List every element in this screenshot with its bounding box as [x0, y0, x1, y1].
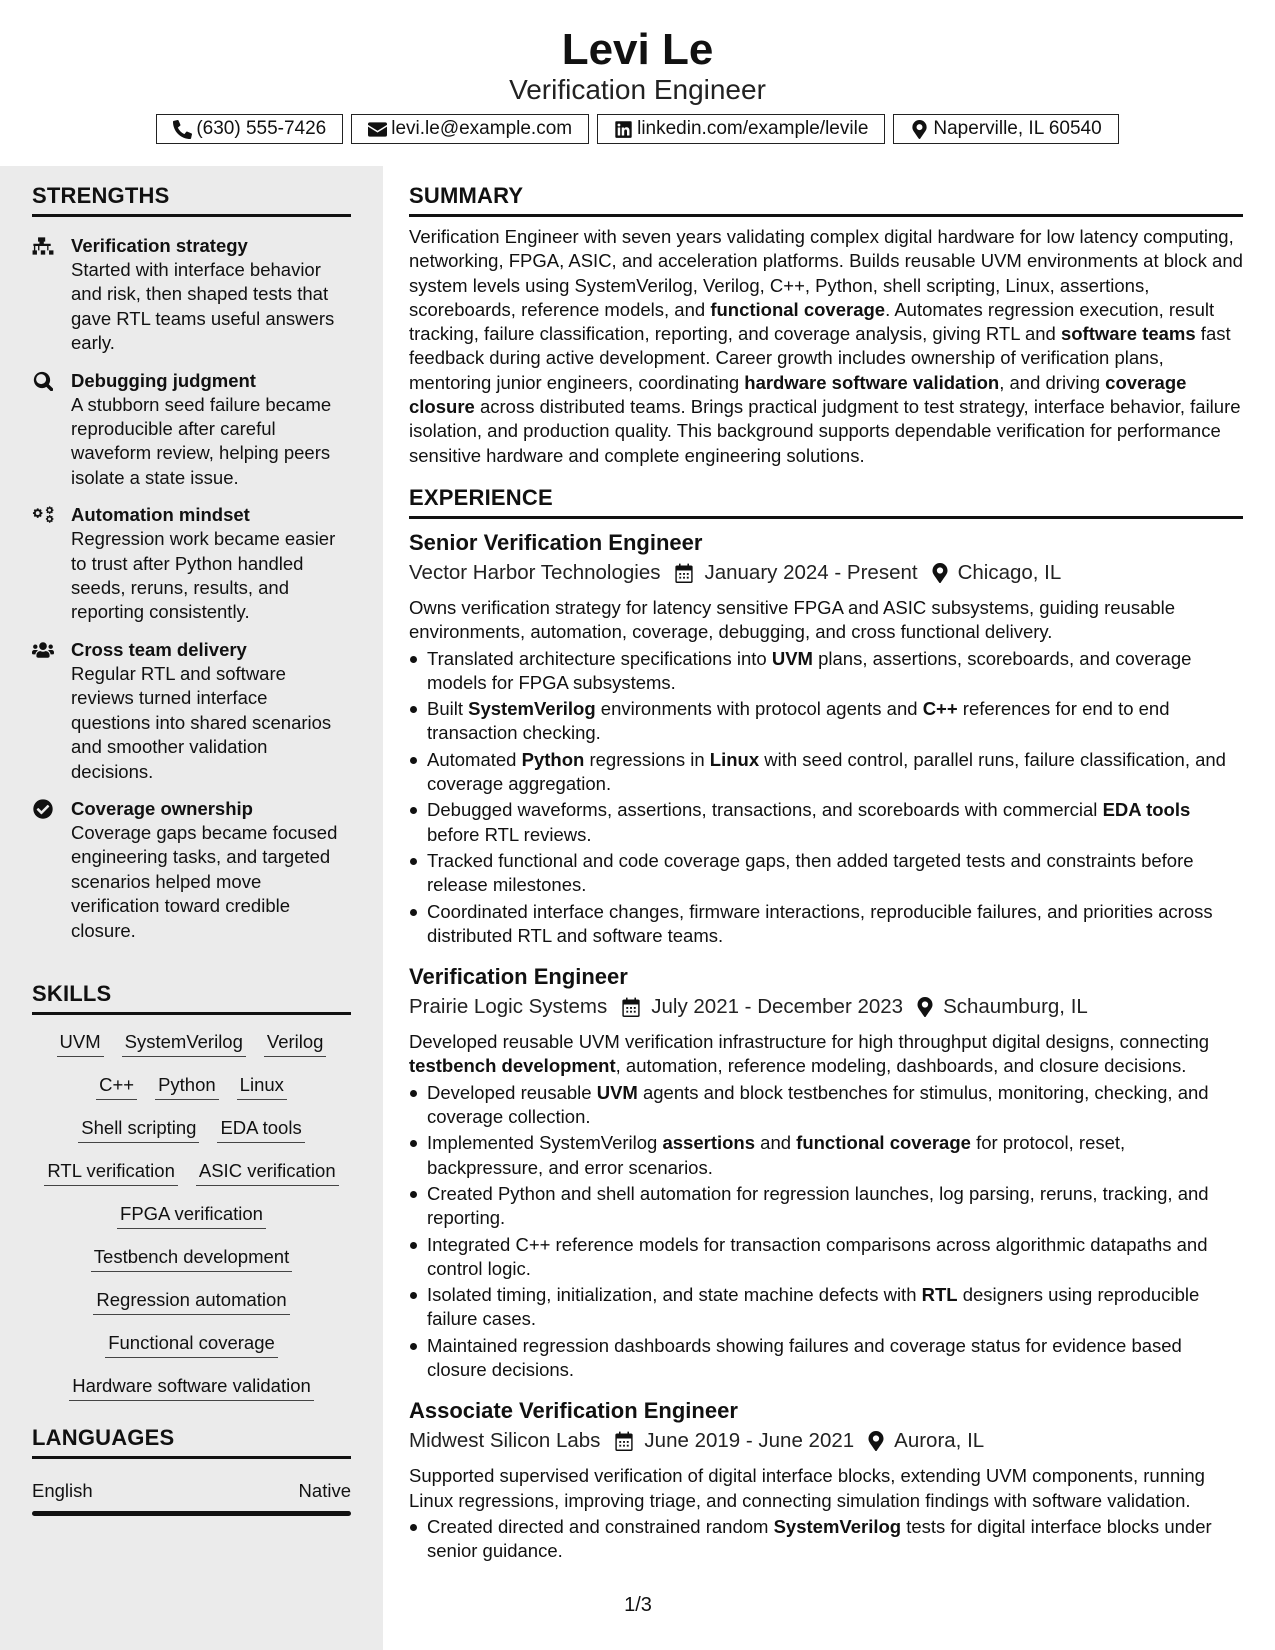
contact-location-text: Naperville, IL 60540 — [933, 118, 1102, 139]
strength-text: Regular RTL and software reviews turned interface questions into shared scenarios and smoother validation decisions. — [71, 662, 332, 782]
skill-chip: Linux — [237, 1073, 287, 1100]
skill-chip: Hardware software validation — [69, 1374, 314, 1401]
job-dates: January 2024 - Present — [704, 561, 918, 584]
language-row — [32, 1479, 351, 1503]
strength-item — [32, 796, 351, 943]
strengths-section — [32, 182, 351, 943]
language-level-bar — [32, 1511, 351, 1516]
calendar-icon — [674, 563, 694, 583]
map-pin-icon — [910, 120, 929, 139]
section-divider — [409, 214, 1243, 217]
strength-item — [32, 502, 351, 625]
job-location: Schaumburg, IL — [943, 995, 1088, 1019]
phone-icon — [173, 120, 192, 139]
job-bullet: Coordinated interface changes, firmware interactions, reproducible failures, and priorities across distributed RTL and software teams. — [409, 900, 1243, 949]
emphasis: RTL — [921, 1284, 958, 1306]
emphasis: UVM — [596, 1081, 638, 1103]
skill-chip: ASIC verification — [196, 1159, 339, 1186]
skill-chip: Python — [155, 1073, 219, 1100]
linkedin-icon — [614, 120, 633, 139]
job-bullet: Translated architecture specifications into UVM plans, assertions, scoreboards, and coverage models for FPGA subsystems. — [409, 647, 1243, 696]
job-company: Midwest Silicon Labs — [409, 1429, 601, 1453]
emphasis: coverage closure — [409, 371, 1187, 418]
skill-chip: Functional coverage — [105, 1331, 278, 1358]
job-bullet: Maintained regression dashboards showing failures and coverage status for evidence based closure decisions. — [409, 1334, 1243, 1383]
strength-title: Debugging judgment — [71, 369, 256, 391]
candidate-name: Levi Le — [561, 25, 714, 74]
language-level: Native — [298, 1480, 351, 1501]
candidate-title: Verification Engineer — [509, 74, 766, 105]
skill-chip: UVM — [57, 1030, 104, 1057]
section-divider — [32, 1456, 351, 1459]
experience-section — [409, 484, 1243, 1564]
strengths-heading: STRENGTHS — [32, 183, 170, 208]
job-title: Verification Engineer — [409, 964, 628, 990]
job-description: Supported supervised verification of digital interface blocks, extending UVM components, running Linux regressions, improving triage, and connecting simulation findings with software validation. — [409, 1465, 1205, 1511]
check-circle-icon — [32, 799, 56, 819]
search-icon — [32, 371, 56, 391]
skill-chip: C++ — [96, 1073, 137, 1100]
job-company: Vector Harbor Technologies — [409, 561, 661, 584]
contact-email[interactable] — [351, 114, 589, 144]
job-meta — [409, 992, 1243, 1022]
experience-heading: EXPERIENCE — [409, 485, 553, 510]
skills-heading: SKILLS — [32, 981, 112, 1006]
job-bullet: Implemented SystemVerilog assertions and functional coverage for protocol, reset, backpressure, and error scenarios. — [409, 1131, 1243, 1180]
strength-title: Cross team delivery — [71, 638, 247, 660]
job-location: Chicago, IL — [957, 561, 1062, 584]
contact-phone-text: (630) 555-7426 — [196, 118, 327, 139]
job-bullet: Isolated timing, initialization, and state machine defects with RTL designers using reproducible failure cases. — [409, 1283, 1243, 1332]
sitemap-icon — [32, 236, 56, 256]
job-company: Prairie Logic Systems — [409, 995, 608, 1019]
strength-title: Coverage ownership — [71, 797, 253, 819]
skill-chip: Testbench development — [91, 1245, 292, 1272]
job-dates: June 2019 - June 2021 — [644, 1429, 855, 1453]
skill-chip: RTL verification — [44, 1159, 178, 1186]
strength-text: Started with interface behavior and risk, then shaped tests that gave RTL teams useful answers early. — [71, 259, 335, 354]
emphasis: Linux — [709, 748, 760, 770]
emphasis: Python — [521, 748, 585, 770]
job-bullets — [409, 1515, 1243, 1564]
sidebar — [0, 166, 383, 1650]
map-pin-icon — [932, 563, 948, 583]
strength-item — [32, 233, 351, 356]
job-bullet: Automated Python regressions in Linux with seed control, parallel runs, failure classification, and coverage aggregation. — [409, 748, 1243, 797]
job-bullet: Created Python and shell automation for regression launches, log parsing, reruns, tracking, and reporting. — [409, 1182, 1243, 1231]
calendar-icon — [621, 997, 641, 1017]
contact-linkedin[interactable] — [597, 114, 885, 144]
envelope-icon — [368, 120, 387, 139]
gears-icon — [32, 505, 56, 525]
job-meta — [409, 1426, 1243, 1456]
emphasis: UVM — [771, 647, 813, 669]
strength-title: Automation mindset — [71, 504, 250, 526]
section-divider — [32, 1012, 351, 1015]
contact-email-text: levi.le@example.com — [391, 118, 573, 139]
emphasis: software teams — [1060, 323, 1196, 345]
summary-section — [409, 182, 1243, 468]
emphasis: assertions — [662, 1132, 756, 1154]
emphasis: SystemVerilog — [468, 698, 596, 720]
emphasis: C++ — [922, 698, 958, 720]
language-name: English — [32, 1480, 93, 1501]
job-bullet: Tracked functional and code coverage gaps, then added targeted tests and constraints before release milestones. — [409, 849, 1243, 898]
job-entry — [409, 962, 1243, 1382]
strength-text: Coverage gaps became focused engineering tasks, and targeted scenarios helped move verification toward credible closure. — [71, 821, 338, 941]
emphasis: EDA tools — [1102, 799, 1191, 821]
job-title: Associate Verification Engineer — [409, 1398, 738, 1424]
main-content — [383, 166, 1275, 1650]
job-description: Developed reusable UVM verification infrastructure for high throughput digital designs, connecting testbench development, automation, reference modeling, dashboards, and closure decisions. — [409, 1031, 1210, 1077]
contact-bar — [0, 114, 1275, 144]
languages-heading: LANGUAGES — [32, 1425, 175, 1450]
job-location: Aurora, IL — [894, 1429, 985, 1453]
strength-text: A stubborn seed failure became reproducible after careful waveform review, helping peers isolate a state issue. — [71, 393, 332, 488]
skill-chip: EDA tools — [217, 1116, 304, 1143]
job-bullet: Created directed and constrained random SystemVerilog tests for digital interface blocks under senior guidance. — [409, 1515, 1243, 1564]
contact-phone[interactable] — [156, 114, 343, 144]
page-number: 1/3 — [624, 1594, 652, 1616]
skill-chip: Shell scripting — [78, 1116, 199, 1143]
skill-chip: FPGA verification — [117, 1202, 266, 1229]
summary-text: Verification Engineer with seven years validating complex digital hardware for low latency computing, networking, FPGA, ASIC, and acceleration platforms. Builds reusable UVM environments at block and system levels using SystemVerilog, Verilog, C++, Python, shell scripting, Linux, assertions, scoreboards, reference models, and functional coverage. Automates regression execution, result tracking, failure classification, reporting, and coverage analysis, giving RTL and software teams fast feedback during active development. Career growth includes ownership of verification plans, mentoring junior engineers, coordinating hardware software validation, and driving coverage closure across distributed teams. Brings practical judgment to test strategy, interface behavior, failure isolation, and production quality. This background supports dependable verification for performance sensitive hardware and complete engineering solutions. — [409, 226, 1243, 466]
skills-section — [32, 980, 351, 1401]
map-pin-icon — [868, 1431, 884, 1451]
strength-item — [32, 637, 351, 784]
map-pin-icon — [917, 997, 933, 1017]
contact-location — [893, 114, 1118, 144]
job-bullets — [409, 647, 1243, 949]
emphasis: hardware software validation — [744, 371, 1000, 393]
skill-chip: SystemVerilog — [122, 1030, 246, 1057]
strength-title: Verification strategy — [71, 235, 248, 256]
emphasis: functional coverage — [710, 298, 886, 320]
job-description: Owns verification strategy for latency sensitive FPGA and ASIC subsystems, guiding reusable environments, automation, coverage, debugging, and cross functional delivery. — [409, 597, 1176, 643]
resume-header — [0, 0, 1275, 166]
calendar-icon — [614, 1431, 634, 1451]
job-bullet: Built SystemVerilog environments with protocol agents and C++ references for end to end transaction checking. — [409, 697, 1243, 746]
skills-list — [32, 1030, 351, 1401]
strength-item — [32, 368, 351, 491]
skill-chip: Regression automation — [93, 1288, 289, 1315]
job-meta — [409, 558, 1243, 588]
job-dates: July 2021 - December 2023 — [651, 995, 904, 1019]
contact-linkedin-text: linkedin.com/example/levile — [637, 118, 869, 139]
job-entry — [409, 1396, 1243, 1563]
job-bullets — [409, 1081, 1243, 1383]
summary-heading: SUMMARY — [409, 183, 524, 208]
job-entry — [409, 528, 1243, 948]
job-title: Senior Verification Engineer — [409, 530, 703, 555]
emphasis: SystemVerilog — [773, 1515, 902, 1537]
emphasis: testbench development — [409, 1055, 616, 1077]
emphasis: functional coverage — [796, 1132, 971, 1154]
job-bullet: Integrated C++ reference models for transaction comparisons across algorithmic datapaths and control logic. — [409, 1233, 1243, 1282]
section-divider — [409, 516, 1243, 519]
languages-section — [32, 1424, 351, 1516]
job-bullet: Developed reusable UVM agents and block testbenches for stimulus, monitoring, checking, and coverage collection. — [409, 1081, 1243, 1130]
skill-chip: Verilog — [264, 1030, 327, 1057]
strength-text: Regression work became easier to trust after Python handled seeds, reruns, results, and reporting consistently. — [71, 528, 336, 623]
users-icon — [32, 640, 56, 660]
job-bullet: Debugged waveforms, assertions, transactions, and scoreboards with commercial EDA tools before RTL reviews. — [409, 798, 1243, 847]
